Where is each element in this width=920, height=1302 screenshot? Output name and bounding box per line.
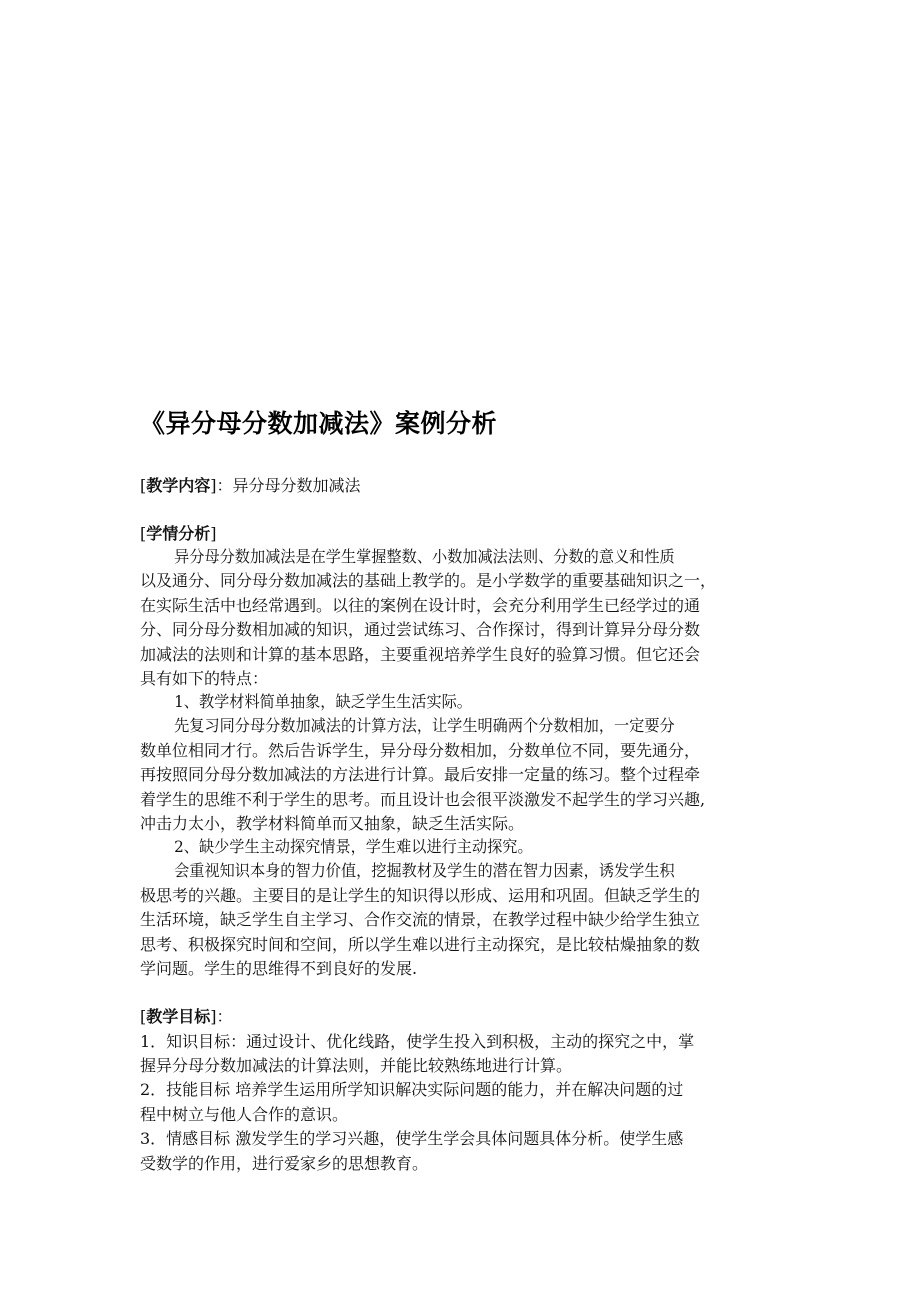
analysis-para3-line: 思考、积极探究时间和空间，所以学生难以进行主动探究，是比较枯燥抽象的数 [140, 935, 701, 954]
analysis-para1-line: 以及通分、同分母分数加减法的基础上教学的。是小学数学的重要基础知识之一， [140, 571, 717, 590]
goal-item-line: 1．知识目标：通过设计、优化线路，使学生投入到积极，主动的探究之中，掌 [140, 1032, 695, 1051]
goals-heading: [教学目标]： [140, 1007, 233, 1026]
goal-item-line: 3．情感目标 激发学生的学习兴趣，使学生学会具体问题具体分析。使学生感 [140, 1129, 684, 1148]
analysis-point-1: 1、教学材料简单抽象，缺乏学生生活实际。 [174, 692, 472, 711]
goal-item-line: 2．技能目标 培养学生运用所学知识解决实际问题的能力，并在解决问题的过 [140, 1080, 684, 1099]
analysis-para3-line: 学问题。学生的思维得不到良好的发展. [140, 959, 418, 978]
goal-item-line: 受数学的作用，进行爱家乡的思想教育。 [140, 1154, 429, 1173]
analysis-heading: [学情分析] [140, 524, 217, 543]
document-title: 《异分母分数加减法》案例分析 [140, 409, 498, 438]
analysis-para1-line: 在实际生活中也经常遇到。以往的案例在设计时，会充分利用学生已经学过的通 [140, 596, 701, 615]
analysis-para2-line: 先复习同分母分数加减法的计算方法，让学生明确两个分数相加，一定要分 [174, 716, 675, 735]
analysis-para1-line: 加减法的法则和计算的基本思路，主要重视培养学生良好的验算习惯。但它还会 [140, 645, 701, 664]
teaching-content-line: [教学内容]：异分母分数加减法 [140, 476, 361, 495]
analysis-para3-line: 生活环境，缺乏学生自主学习、合作交流的情景，在教学过程中缺少给学生独立 [140, 910, 701, 929]
analysis-para2-line: 数单位相同才行。然后告诉学生，异分母分数相加，分数单位不同，要先通分， [140, 741, 701, 760]
goal-item-line: 握异分母分数加减法的计算法则，并能比较熟练地进行计算。 [140, 1056, 573, 1075]
analysis-para1-line: 具有如下的特点： [140, 669, 269, 688]
analysis-para3-line: 极思考的兴趣。主要目的是让学生的知识得以形成、运用和巩固。但缺乏学生的 [140, 886, 701, 905]
analysis-para1-line: 异分母分数加减法是在学生掌握整数、小数加减法法则、分数的意义和性质 [174, 547, 675, 566]
analysis-heading-label: 学情分析 [146, 524, 211, 543]
analysis-para2-line: 冲击力太小，教学材料简单而又抽象，缺乏生活实际。 [140, 814, 525, 833]
analysis-para3-line: 会重视知识本身的智力价值，挖掘教材及学生的潜在智力因素，诱发学生积 [174, 861, 675, 880]
analysis-para2-line: 着学生的思维不利于学生的思考。而且设计也会很平淡激发不起学生的学习兴趣, [140, 790, 706, 809]
analysis-para2-line: 再按照同分母分数加减法的方法进行计算。最后安排一定量的练习。整个过程牵 [140, 765, 701, 784]
teaching-content-label: 教学内容 [146, 476, 211, 495]
analysis-point-2: 2、缺少学生主动探究情景，学生难以进行主动探究。 [174, 837, 533, 856]
analysis-para1-line: 分、同分母分数相加减的知识，通过尝试练习、合作探讨，得到计算异分母分数 [140, 620, 701, 639]
teaching-content-value: ：异分母分数加减法 [216, 476, 361, 495]
goals-heading-label: 教学目标 [146, 1007, 211, 1026]
goal-item-line: 程中树立与他人合作的意识。 [140, 1105, 349, 1124]
